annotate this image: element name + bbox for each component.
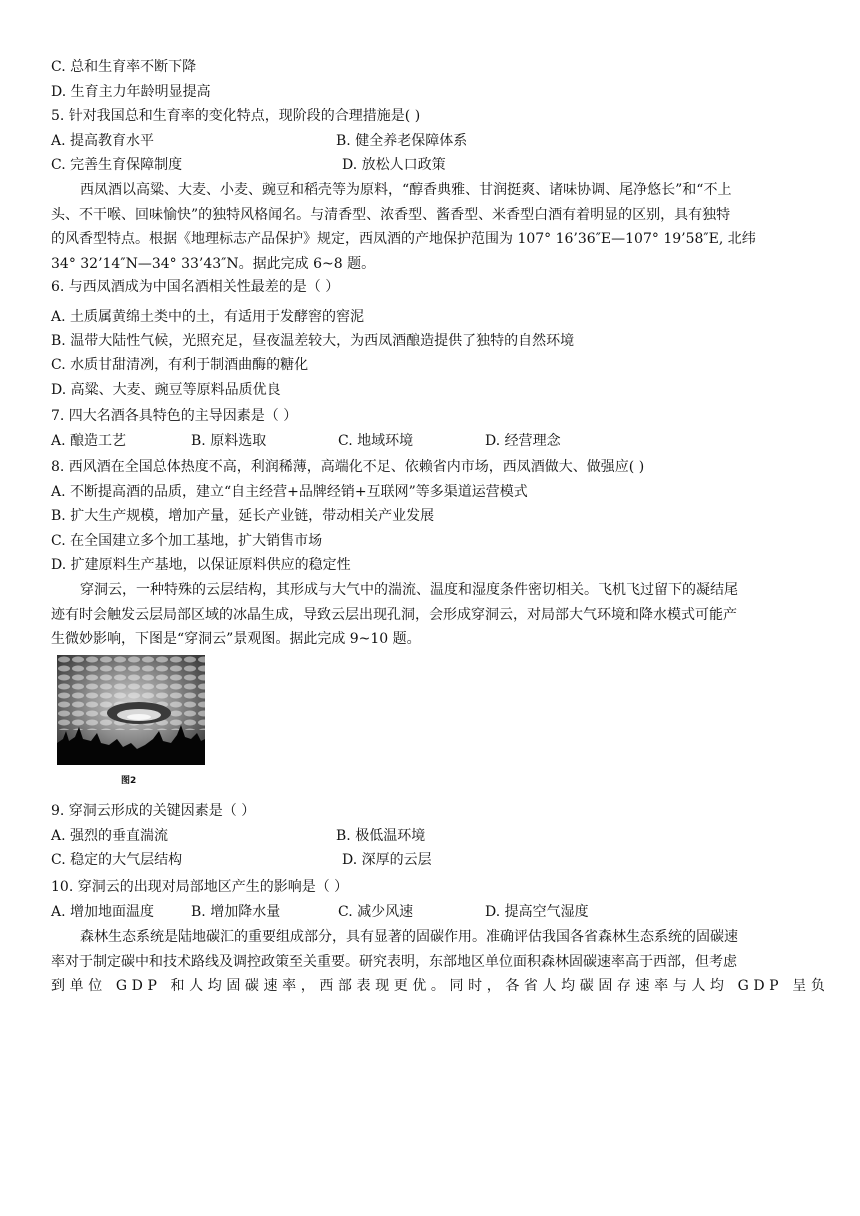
option-c: C. 地域环境 xyxy=(338,433,414,449)
question-8: 8. 西风酒在全国总体热度不高，利润稀薄，高端化不足、依赖省内市场，西凤酒做大、做强应( ) xyxy=(51,459,645,475)
option-d: D. 放松人口政策 xyxy=(342,157,446,173)
question-5: 5. 针对我国总和生育率的变化特点，现阶段的合理措施是( ) xyxy=(51,108,421,124)
question-10: 10. 穿洞云的出现对局部地区产生的影响是（ ） xyxy=(51,879,349,895)
option-a: A. 强烈的垂直湍流 xyxy=(51,828,169,844)
option-a: A. 增加地面温度 xyxy=(51,904,155,920)
option-a: A. 提高教育水平 xyxy=(51,133,155,149)
option-b: B. 扩大生产规模，增加产量，延长产业链，带动相关产业发展 xyxy=(51,508,435,524)
question-7: 7. 四大名酒各具特色的主导因素是（ ） xyxy=(51,408,298,424)
passage-line: 头、不干喉、回味愉快”的独特风格闻名。与清香型、浓香型、酱香型、米香型白酒有着明显的区别，具有独特 xyxy=(51,206,731,223)
option-d: D. 提高空气湿度 xyxy=(485,904,589,920)
question-6: 6. 与西凤酒成为中国名酒相关性最差的是（ ） xyxy=(51,279,340,295)
option-b: B. 原料选取 xyxy=(191,433,267,449)
passage-line: 森林生态系统是陆地碳汇的重要组成部分，具有显著的固碳作用。准确评估我国各省森林生态系统的固碳速 xyxy=(80,929,738,945)
question-9: 9. 穿洞云形成的关键因素是（ ） xyxy=(51,803,256,819)
option-line: C. 总和生育率不断下降 xyxy=(51,59,197,75)
passage-line: 生微妙影响，下图是“穿洞云”景观图。据此完成 9~10 题。 xyxy=(51,631,421,647)
option-a: A. 酿造工艺 xyxy=(51,433,127,449)
option-c: C. 完善生育保障制度 xyxy=(51,157,183,173)
option-d: D. 高粱、大麦、豌豆等原料品质优良 xyxy=(51,382,281,398)
option-a: A. 土质属黄绵土类中的土，有适用于发酵窖的窖泥 xyxy=(51,309,365,325)
hole-punch-cloud-photo xyxy=(57,655,205,765)
options-row xyxy=(51,850,803,870)
options-row xyxy=(51,431,803,451)
option-d: D. 扩建原料生产基地，以保证原料供应的稳定性 xyxy=(51,557,351,573)
passage-line: 34° 32’14″N—34° 33’43″N。据此完成 6~8 题。 xyxy=(51,255,376,272)
option-a: A. 不断提高酒的品质，建立“自主经营+品牌经销+互联网”等多渠道运营模式 xyxy=(51,484,528,500)
passage-line: 的风香型特点。根据《地理标志产品保护》规定，西凤酒的产地保护范围为 107° 16’36″E—107° 19’58″E, 北纬 xyxy=(51,231,756,247)
passage-hole-punch-cloud xyxy=(51,578,803,652)
option-c: C. 减少风速 xyxy=(338,904,414,920)
passage-line: 迹有时会触发云层局部区域的冰晶生成，导致云层出现孔洞，会形成穿洞云，对局部大气环境和降水模式可能产 xyxy=(51,606,737,623)
options-row xyxy=(51,131,803,151)
option-b: B. 温带大陆性气候，光照充足，昼夜温差较大，为西凤酒酿造提供了独特的自然环境 xyxy=(51,333,575,349)
option-c: C. 稳定的大气层结构 xyxy=(51,852,183,868)
option-d: D. 深厚的云层 xyxy=(342,852,432,868)
option-c: C. 在全国建立多个加工基地，扩大销售市场 xyxy=(51,533,323,549)
passage-line: 西凤酒以高粱、大麦、小麦、豌豆和稻壳等为原料，“醇香典雅、甘润挺爽、诸味协调、尾净悠长”和“不上 xyxy=(80,182,732,198)
option-d: D. 经营理念 xyxy=(485,433,561,449)
passage-forest-carbon xyxy=(51,925,830,999)
option-b: B. 极低温环境 xyxy=(336,828,426,844)
passage-line: 到单位 GDP 和人均固碳速率，西部表现更优。同时，各省人均碳固存速率与人均 GDP 呈负 xyxy=(51,978,830,994)
option-b: B. 健全养老保障体系 xyxy=(336,133,468,149)
figure-caption: 图2 xyxy=(121,776,137,786)
passage-line: 率对于制定碳中和技术路线及调控政策至关重要。研究表明，东部地区单位面积森林固碳速率高于西部，但考虑 xyxy=(51,953,737,970)
options-row xyxy=(51,155,803,175)
passage-xifeng-wine xyxy=(51,178,803,276)
option-b: B. 增加降水量 xyxy=(191,904,281,920)
option-c: C. 水质甘甜清冽，有利于制酒曲酶的糖化 xyxy=(51,357,309,373)
options-row xyxy=(51,902,803,922)
options-row xyxy=(51,826,803,846)
option-line: D. 生育主力年龄明显提高 xyxy=(51,84,211,100)
passage-line: 穿洞云，一种特殊的云层结构，其形成与大气中的湍流、温度和湿度条件密切相关。飞机飞过留下的凝结尾 xyxy=(80,582,738,598)
